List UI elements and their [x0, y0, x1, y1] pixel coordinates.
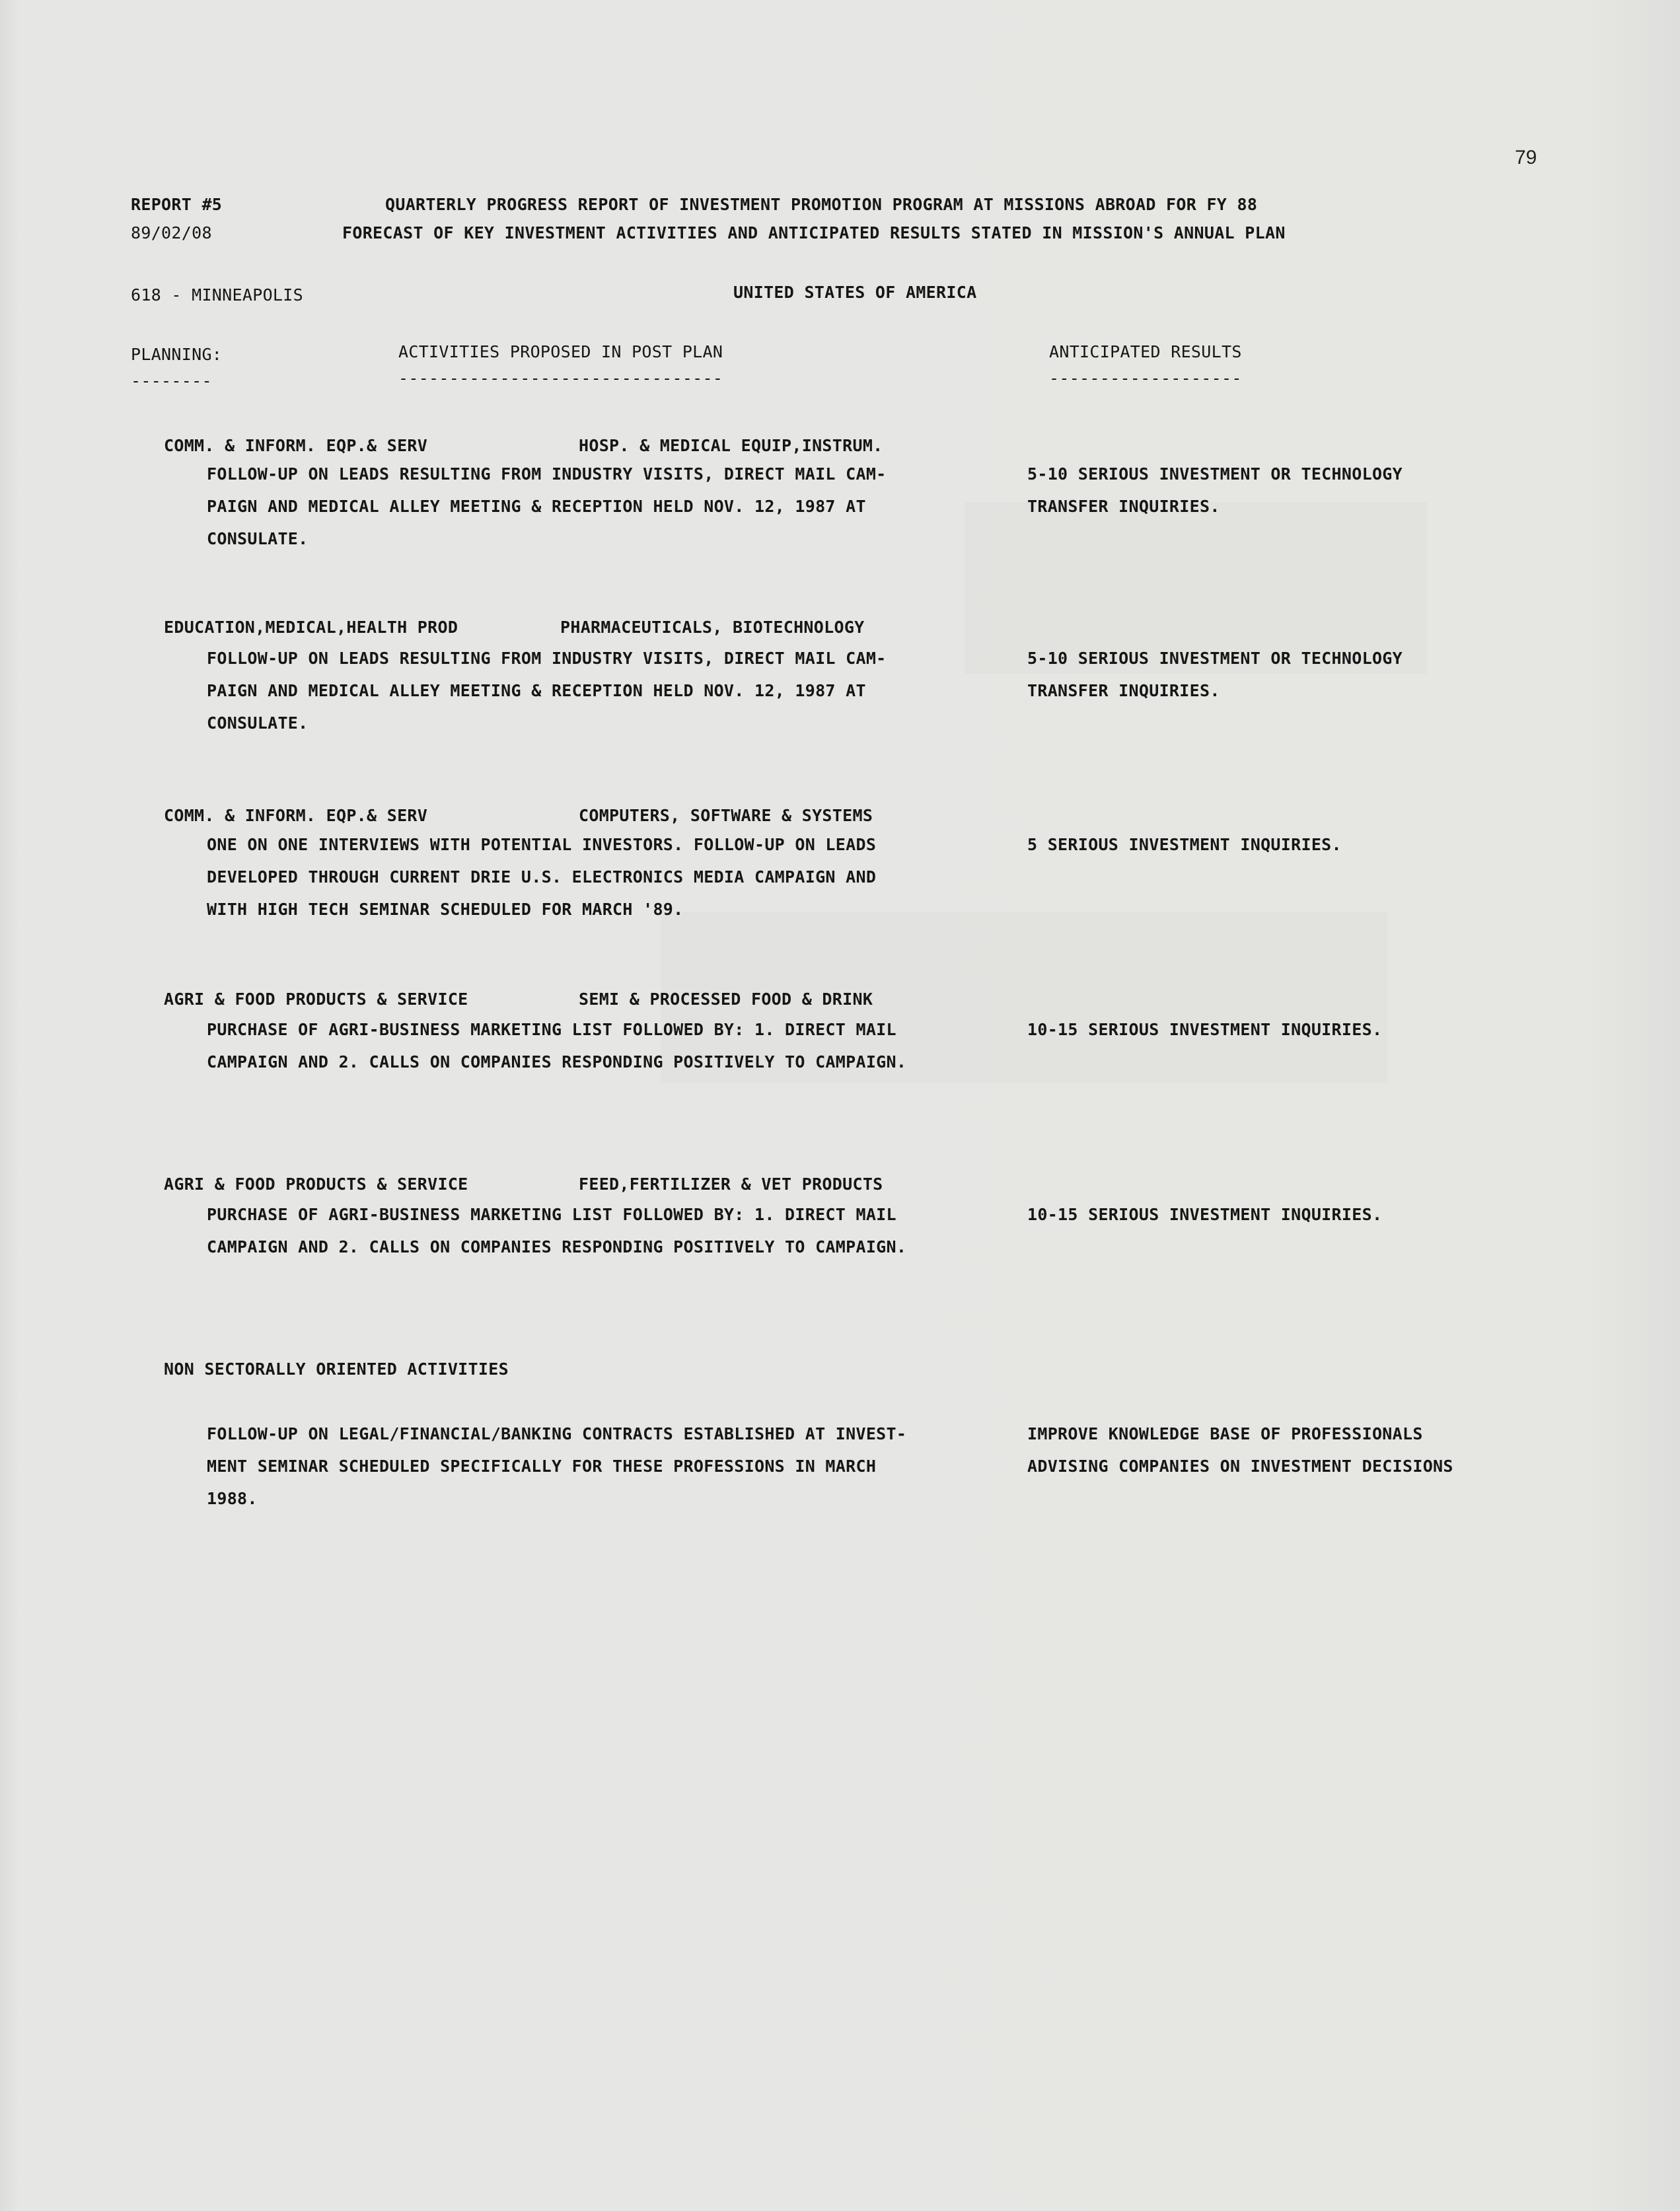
- entry-subsector: COMPUTERS, SOFTWARE & SYSTEMS: [579, 806, 873, 825]
- report-title-line2: FORECAST OF KEY INVESTMENT ACTIVITIES AND ANTICIPATED RESULTS STATED IN MISSION'S ANNUAL PLAN: [342, 223, 1286, 242]
- entry-subsector: FEED,FERTILIZER & VET PRODUCTS: [579, 1175, 883, 1194]
- result-line: 5-10 SERIOUS INVESTMENT OR TECHNOLOGY: [1027, 649, 1403, 668]
- column-rule-activities: --------------------------------: [398, 369, 723, 388]
- result-line: ADVISING COMPANIES ON INVESTMENT DECISIONS: [1027, 1457, 1453, 1476]
- result-line: TRANSFER INQUIRIES.: [1027, 681, 1220, 700]
- entry-result: [1027, 458, 1403, 523]
- column-heading-results: ANTICIPATED RESULTS: [1049, 342, 1242, 361]
- activity-line: CAMPAIGN AND 2. CALLS ON COMPANIES RESPONDING POSITIVELY TO CAMPAIGN.: [207, 1237, 907, 1256]
- result-line: IMPROVE KNOWLEDGE BASE OF PROFESSIONALS: [1027, 1424, 1423, 1443]
- entry-result: [1027, 828, 1342, 861]
- entry-activity: [207, 458, 887, 555]
- report-date: 89/02/08: [131, 223, 212, 242]
- activity-line: CONSULATE.: [207, 713, 309, 733]
- entry-activity: [207, 1198, 906, 1263]
- activity-line: PAIGN AND MEDICAL ALLEY MEETING & RECEPTION HELD NOV. 12, 1987 AT: [207, 497, 866, 516]
- entry-activity: [207, 1013, 906, 1078]
- result-line: 10-15 SERIOUS INVESTMENT INQUIRIES.: [1027, 1205, 1383, 1224]
- entry-sector: COMM. & INFORM. EQP.& SERV: [164, 806, 428, 825]
- mission-country: UNITED STATES OF AMERICA: [733, 283, 977, 302]
- non-sectoral-heading: NON SECTORALLY ORIENTED ACTIVITIES: [164, 1359, 509, 1379]
- activity-line: DEVELOPED THROUGH CURRENT DRIE U.S. ELECTRONICS MEDIA CAMPAIGN AND: [207, 867, 877, 887]
- column-rule-results: -------------------: [1049, 369, 1242, 388]
- activity-line: FOLLOW-UP ON LEADS RESULTING FROM INDUSTRY VISITS, DIRECT MAIL CAM-: [207, 464, 887, 484]
- activity-line: CONSULATE.: [207, 529, 309, 548]
- activity-line: PAIGN AND MEDICAL ALLEY MEETING & RECEPTION HELD NOV. 12, 1987 AT: [207, 681, 866, 700]
- column-rule-planning: --------: [131, 371, 212, 390]
- page-number: 79: [1515, 147, 1537, 168]
- activity-line: PURCHASE OF AGRI-BUSINESS MARKETING LIST FOLLOWED BY: 1. DIRECT MAIL: [207, 1205, 896, 1224]
- entry-result: [1027, 1013, 1382, 1046]
- activity-line: ONE ON ONE INTERVIEWS WITH POTENTIAL INVESTORS. FOLLOW-UP ON LEADS: [207, 835, 877, 854]
- activity-line: MENT SEMINAR SCHEDULED SPECIFICALLY FOR THESE PROFESSIONS IN MARCH: [207, 1457, 877, 1476]
- activity-line: 1988.: [207, 1489, 258, 1508]
- entry-sector: EDUCATION,MEDICAL,HEALTH PROD: [164, 618, 458, 637]
- activity-line: CAMPAIGN AND 2. CALLS ON COMPANIES RESPONDING POSITIVELY TO CAMPAIGN.: [207, 1052, 907, 1071]
- activity-line: PURCHASE OF AGRI-BUSINESS MARKETING LIST FOLLOWED BY: 1. DIRECT MAIL: [207, 1020, 896, 1039]
- mission-name: 618 - MINNEAPOLIS: [131, 285, 303, 305]
- entry-result: [1027, 642, 1403, 707]
- entry-subsector: SEMI & PROCESSED FOOD & DRINK: [579, 990, 873, 1009]
- activity-line: WITH HIGH TECH SEMINAR SCHEDULED FOR MARCH '89.: [207, 900, 684, 919]
- entry-result: [1027, 1198, 1382, 1231]
- entry-subsector: PHARMACEUTICALS, BIOTECHNOLOGY: [560, 618, 865, 637]
- report-title-line1: QUARTERLY PROGRESS REPORT OF INVESTMENT PROMOTION PROGRAM AT MISSIONS ABROAD FOR FY 88: [385, 195, 1258, 214]
- non-sectoral-result: [1027, 1418, 1453, 1482]
- non-sectoral-activity: [207, 1418, 906, 1515]
- entry-sector: AGRI & FOOD PRODUCTS & SERVICE: [164, 1175, 468, 1194]
- entry-sector: AGRI & FOOD PRODUCTS & SERVICE: [164, 990, 468, 1009]
- activity-line: FOLLOW-UP ON LEGAL/FINANCIAL/BANKING CONTRACTS ESTABLISHED AT INVEST-: [207, 1424, 907, 1443]
- result-line: 10-15 SERIOUS INVESTMENT INQUIRIES.: [1027, 1020, 1383, 1039]
- result-line: 5-10 SERIOUS INVESTMENT OR TECHNOLOGY: [1027, 464, 1403, 484]
- column-heading-planning: PLANNING:: [131, 345, 223, 364]
- entry-sector: COMM. & INFORM. EQP.& SERV: [164, 436, 428, 455]
- entry-activity: [207, 642, 887, 739]
- activity-line: FOLLOW-UP ON LEADS RESULTING FROM INDUSTRY VISITS, DIRECT MAIL CAM-: [207, 649, 887, 668]
- report-id: REPORT #5: [131, 195, 223, 214]
- result-line: 5 SERIOUS INVESTMENT INQUIRIES.: [1027, 835, 1342, 854]
- entry-activity: [207, 828, 876, 925]
- result-line: TRANSFER INQUIRIES.: [1027, 497, 1220, 516]
- entry-subsector: HOSP. & MEDICAL EQUIP,INSTRUM.: [579, 436, 883, 455]
- column-heading-activities: ACTIVITIES PROPOSED IN POST PLAN: [398, 342, 723, 361]
